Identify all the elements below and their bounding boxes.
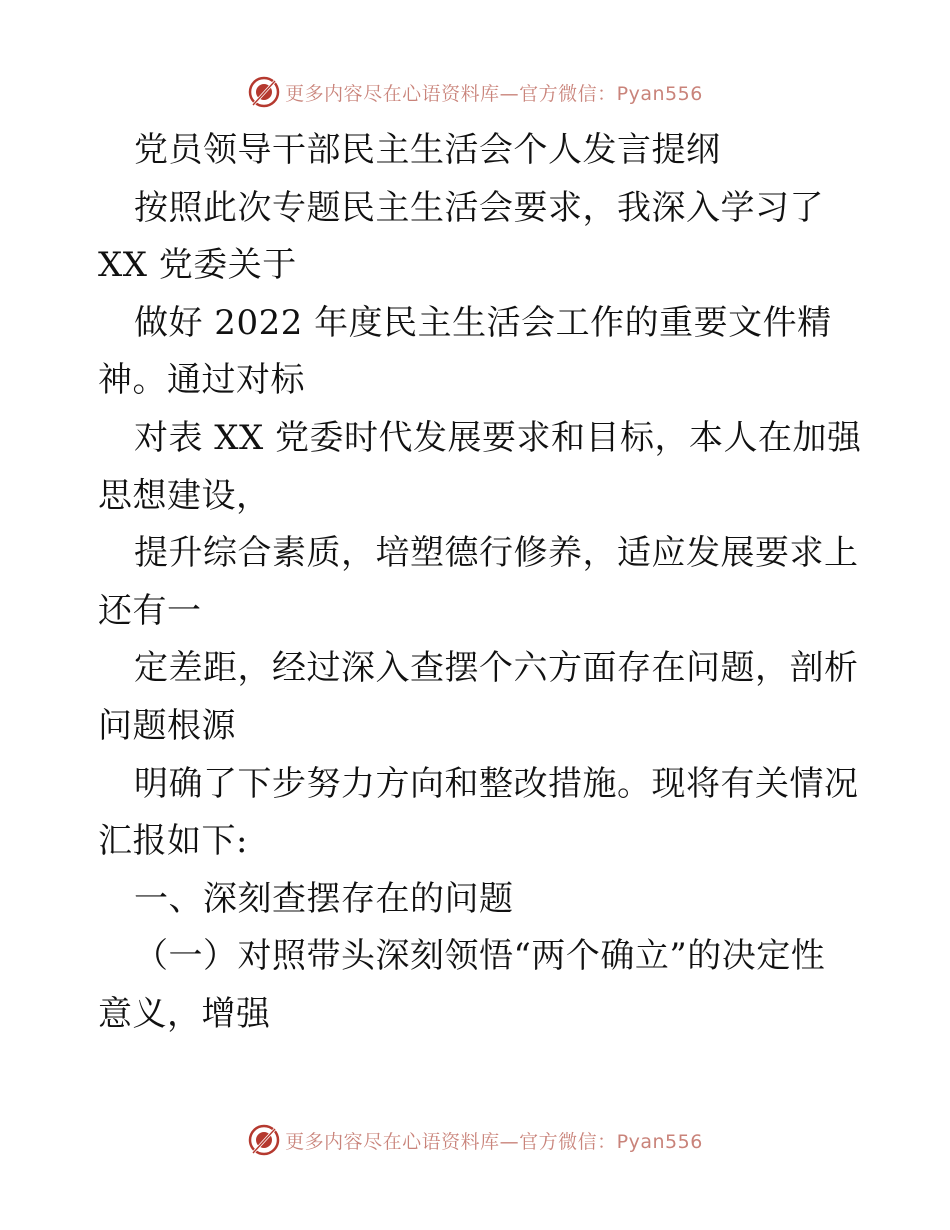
text-line: 提升综合素质，培塑德行修养，适应发展要求上 <box>134 533 859 574</box>
text-line: 意义，增强 <box>98 993 271 1034</box>
text-line: 还有一 <box>98 590 202 631</box>
text-line: 党员领导干部民主生活会个人发言提纲 <box>134 130 721 170</box>
text-line: 汇报如下: <box>98 821 248 862</box>
text-line: 一、深刻查摆存在的问题 <box>134 878 514 919</box>
text-line: 神。通过对标 <box>98 360 305 401</box>
watermark-top <box>0 72 950 112</box>
watermark-bottom <box>0 1120 950 1160</box>
text-line: 明确了下步努力方向和整改措施。现将有关情况 <box>134 763 859 804</box>
text-line: XX 党委关于 <box>98 245 297 286</box>
text-line: 按照此次专题民主生活会要求，我深入学习了 <box>134 187 824 228</box>
text-line: 定差距，经过深入查摆个六方面存在问题，剖析 <box>134 648 859 689</box>
text-line: 对表 XX 党委时代发展要求和目标，本人在加强 <box>134 417 862 458</box>
text-line: 问题根源 <box>98 705 236 746</box>
text-line: 做好 2022 年度民主生活会工作的重要文件精 <box>134 302 832 343</box>
document-body <box>98 122 862 1044</box>
text-line: （一）对照带头深刻领悟“两个确立”的决定性 <box>134 936 826 977</box>
pen-seal-icon <box>247 75 281 109</box>
pen-seal-icon <box>247 1123 281 1157</box>
text-line: 思想建设， <box>98 475 271 516</box>
watermark-text: 更多内容尽在心语资料库—官方微信：Pyan556 <box>285 1130 703 1153</box>
watermark-text: 更多内容尽在心语资料库—官方微信：Pyan556 <box>285 82 703 105</box>
